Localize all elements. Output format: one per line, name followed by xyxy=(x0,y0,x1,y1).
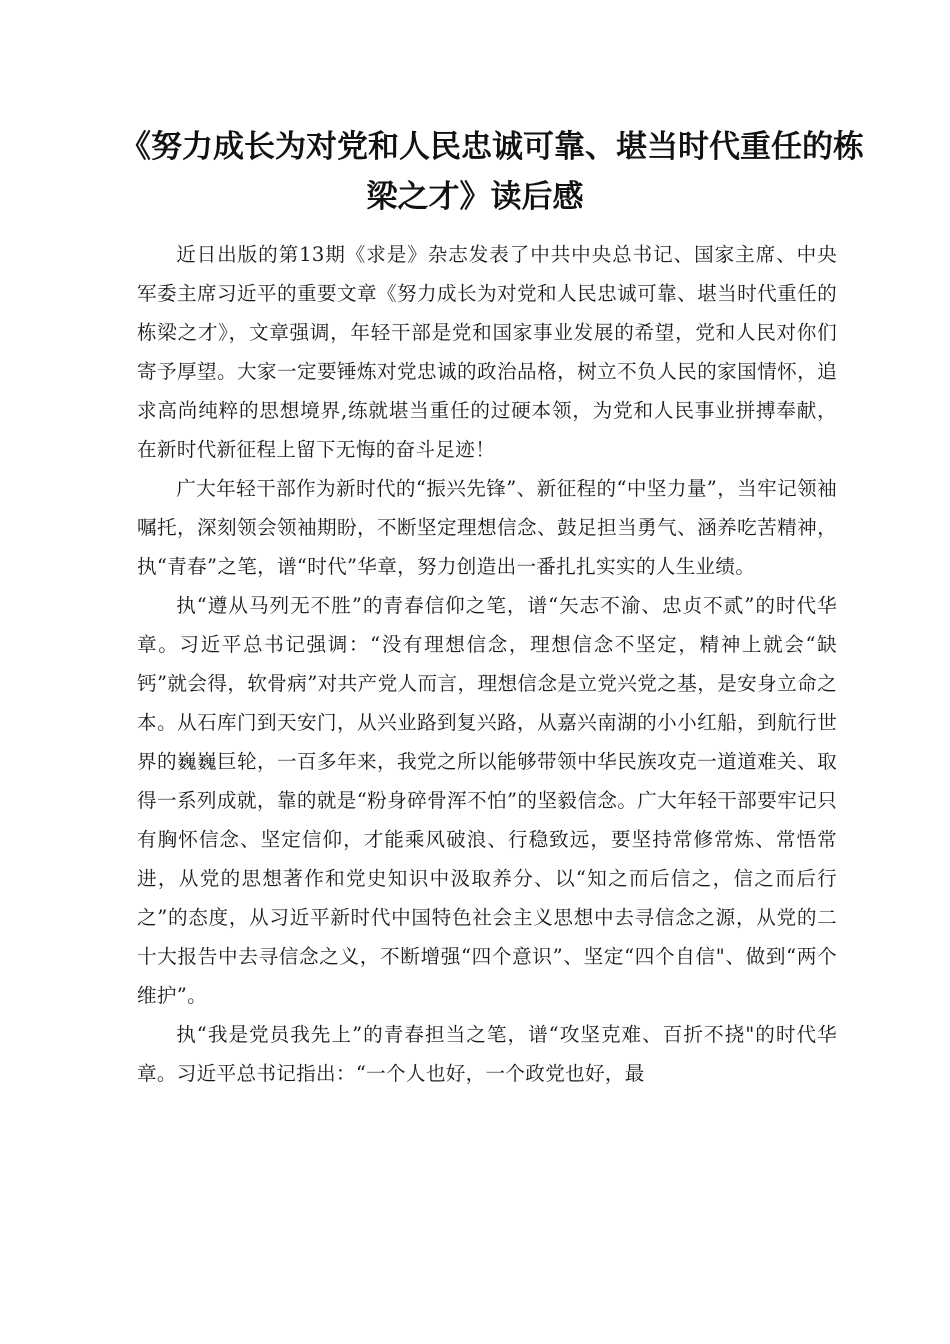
paragraph-4: 执“我是党员我先上”的青春担当之笔，谱“攻坚克难、百折不挠"的时代华章。习近平总书记指出：“一个人也好，一个政党也好，最 xyxy=(137,1023,837,1085)
document-title xyxy=(120,122,864,222)
paragraph-3: 执“遵从马列无不胜”的青春信仰之笔，谱“矢志不渝、忠贞不贰”的时代华章。习近平总书记强调：“没有理想信念，理想信念不坚定，精神上就会“缺钙”就会得，软骨病”对共产党人而言，理想信念是立党兴党之基，是安身立命之本。从石库门到天安门，从兴业路到复兴路，从嘉兴南湖的小小红船，到航行世界的巍巍巨轮，一百多年来，我党之所以能够带领中华民族攻克一道道难关、取得一系列成就，靠的就是“粉身碎骨浑不怕”的坚毅信念。广大年轻干部要牢记只有胸怀信念、坚定信仰，才能乘风破浪、行稳致远，要坚持常修常炼、常悟常进，从党的思想著作和党史知识中汲取养分、以“知之而后信之，信之而后行之”的态度，从习近平新时代中国特色社会主义思想中去寻信念之源，从党的二十大报告中去寻信念之义，不断增强“四个意识”、坚定“四个自信"、做到“两个维护”。 xyxy=(137,594,837,1007)
document-body xyxy=(137,235,837,1093)
paragraph-1: 近日出版的第13期《求是》杂志发表了中共中央总书记、国家主席、中央军委主席习近平的重要文章《努力成长为对党和人民忠诚可靠、堪当时代重任的栋梁之才》，文章强调，年轻干部是党和国家事业发展的希望，党和人民对你们寄予厚望。大家一定要锤炼对党忠诚的政治品格，树立不负人民的家国情怀，追求高尚纯粹的思想境界,练就堪当重任的过硬本领，为党和人民事业拼搏奉献，在新时代新征程上留下无悔的奋斗足迹！ xyxy=(137,243,837,461)
paragraph-2: 广大年轻干部作为新时代的“振兴先锋”、新征程的“中坚力量”，当牢记领袖嘱托，深刻领会领袖期盼，不断坚定理想信念、鼓足担当勇气、涵养吃苦精神，执“青春”之笔，谱“时代”华章，努力创造出一番扎扎实实的人生业绩。 xyxy=(137,477,837,578)
title-line-2: 梁之才》读后感 xyxy=(366,179,584,215)
title-line-1: 《努力成长为对党和人民忠诚可靠、堪当时代重任的栋 xyxy=(120,129,864,165)
